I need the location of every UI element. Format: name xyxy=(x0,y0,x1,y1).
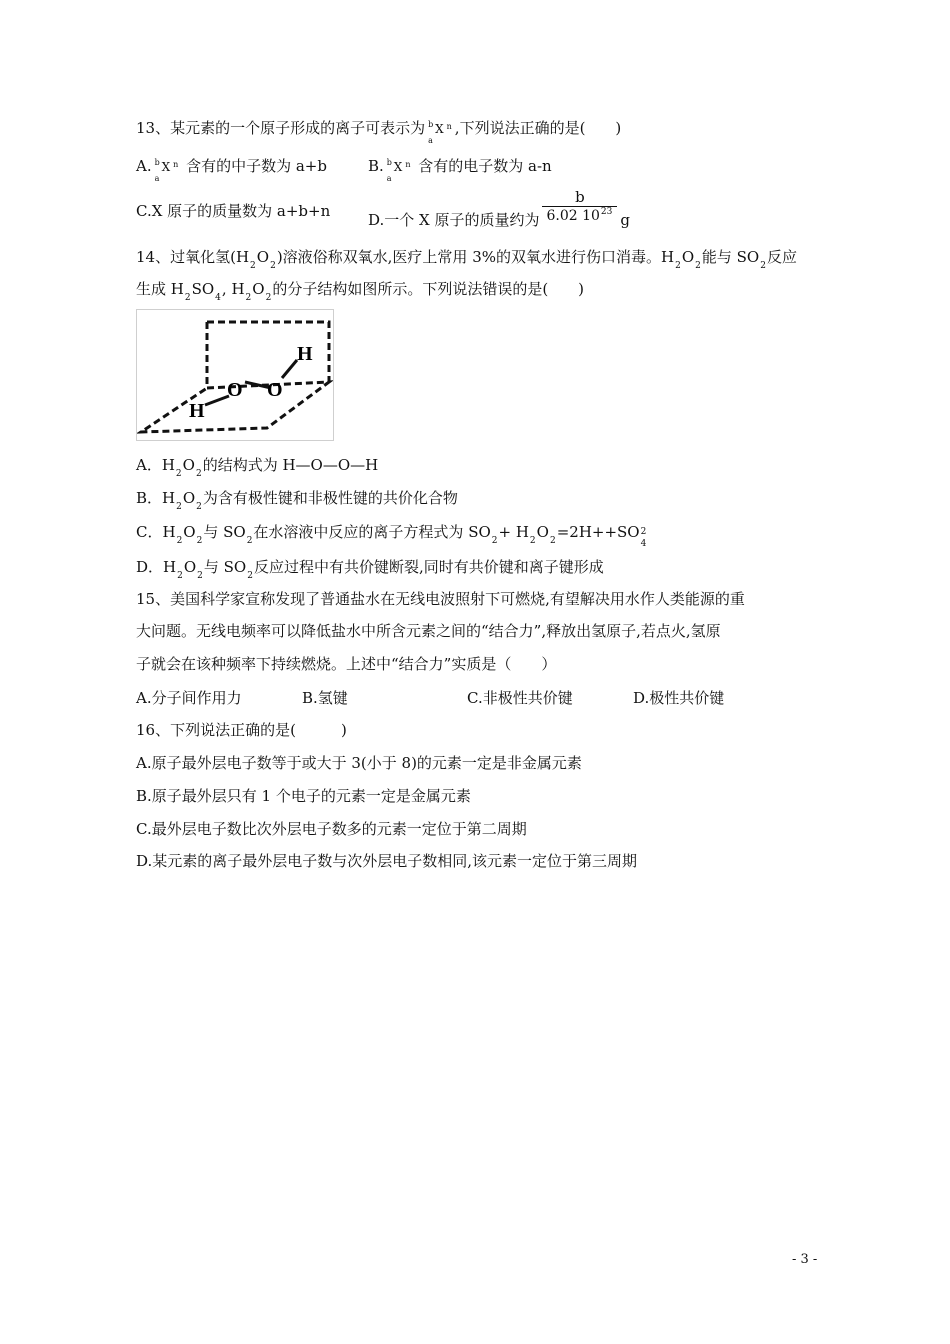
subscript: 2 xyxy=(675,261,681,271)
q14-option-c xyxy=(136,522,648,549)
q13-stem-tail: ,下列说法正确的是( ) xyxy=(454,119,622,137)
nuclide-mass: b xyxy=(386,158,392,167)
text: 14、过氧化氢(H xyxy=(136,248,250,266)
subscript: 2 xyxy=(270,261,276,271)
text: 反应 xyxy=(766,248,797,266)
text: A．H xyxy=(136,456,175,474)
text: O xyxy=(681,248,695,266)
denominator-exponent: 23 xyxy=(600,207,613,217)
q15-stem-line-1: 15、美国科学家宣称发现了普通盐水在无线电波照射下可燃烧,有望解决用水作人类能源的重 xyxy=(136,590,745,608)
option-text: D.一个 X 原子的质量约为 xyxy=(368,210,540,229)
text: O xyxy=(536,523,549,541)
q15-option-b: B.氢键 xyxy=(302,689,348,707)
q15-option-c: C.非极性共价键 xyxy=(467,689,573,707)
q15-option-a: A.分子间作用力 xyxy=(136,689,242,707)
atom-o-right: O xyxy=(267,379,283,401)
q16-option-c: C.最外层电子数比次外层电子数多的元素一定位于第二周期 xyxy=(136,820,527,838)
nuclide-symbol xyxy=(428,119,452,145)
q14-stem-line-2 xyxy=(136,279,584,302)
subscript: 2 xyxy=(529,536,536,546)
nuclide-symbol xyxy=(386,157,411,183)
nuclide-mass: b xyxy=(154,158,160,167)
nuclide-number: a xyxy=(386,174,392,183)
nuclide-element: X xyxy=(435,122,444,136)
q13-option-c: C.X 原子的质量数为 a+b+n xyxy=(136,202,331,220)
molecule-bonds xyxy=(205,360,297,405)
q14-option-b xyxy=(136,488,458,511)
text: O xyxy=(183,523,196,541)
text: O xyxy=(252,280,265,298)
q16-option-b: B.原子最外层只有 1 个电子的元素一定是金属元素 xyxy=(136,787,471,805)
atom-h-bottom: H xyxy=(189,400,205,422)
text: O xyxy=(183,558,197,576)
atom-o-left: O xyxy=(227,379,243,401)
subscript: 2 xyxy=(184,293,191,303)
text: O xyxy=(182,456,195,474)
fraction-denominator xyxy=(542,206,617,227)
subscript: 2 xyxy=(176,536,183,546)
subscript: 4 xyxy=(215,293,221,303)
q15-stem-line-2: 大问题。无线电频率可以降低盐水中所含元素之间的“结合力”,释放出氢原子,若点火,氢原 xyxy=(136,622,721,640)
text: 的结构式为 H—O—O—H xyxy=(202,456,379,474)
q13-option-d xyxy=(368,188,630,227)
nuclide-number: a xyxy=(154,174,160,183)
subscript: 2 xyxy=(250,261,256,271)
text: 在水溶液中反应的离子方程式为 SO xyxy=(253,523,491,541)
text: 与 SO xyxy=(203,558,247,576)
q13-stem xyxy=(136,118,622,145)
text: O xyxy=(182,489,196,507)
nuclide-number: a xyxy=(428,136,433,145)
subscript: 2 xyxy=(177,571,183,581)
q13-option-a xyxy=(136,156,327,183)
subscript: 4 xyxy=(640,539,647,549)
text: 反应过程中有共价键断裂,同时有共价键和离子键形成 xyxy=(253,558,604,576)
text: D．H xyxy=(136,558,177,576)
subscript: 2 xyxy=(195,469,202,479)
text: , H xyxy=(221,280,245,298)
o-h-bond-top xyxy=(282,360,297,378)
text: 生成 H xyxy=(136,280,184,298)
text: 为含有极性键和非极性键的共价化合物 xyxy=(202,489,458,507)
subscript: 2 xyxy=(491,536,498,546)
subscript: 2 xyxy=(197,571,203,581)
nuclide-element: X xyxy=(393,160,403,174)
atom-h-top: H xyxy=(297,343,313,365)
subscript: 2 xyxy=(246,536,253,546)
superscript: 2 xyxy=(640,527,647,537)
nuclide-mass: b xyxy=(428,120,434,129)
subscript: 2 xyxy=(265,293,272,303)
subscript: 2 xyxy=(196,536,203,546)
nuclide-charge: n xyxy=(405,160,411,169)
subscript: 2 xyxy=(695,261,701,271)
o-h-bond-bottom xyxy=(205,396,229,405)
mass-fraction xyxy=(542,188,617,227)
fraction-numerator: b xyxy=(575,188,585,206)
subscript: 2 xyxy=(247,571,253,581)
q14-option-d xyxy=(136,557,604,580)
text: B．H xyxy=(136,489,176,507)
q15-stem-line-3: 子就会在该种频率下持续燃烧。上述中“结合力”实质是（ ） xyxy=(136,655,557,673)
unit-label: g xyxy=(620,210,630,229)
text: SO xyxy=(191,280,215,298)
text: 能与 SO xyxy=(701,248,760,266)
q16-option-a: A.原子最外层电子数等于或大于 3(小于 8)的元素一定是非金属元素 xyxy=(136,754,582,772)
option-label: B. xyxy=(368,157,384,175)
q14-option-a xyxy=(136,455,378,478)
option-text: 含有的中子数为 a+b xyxy=(186,157,327,175)
text: 的分子结构如图所示。下列说法错误的是( ) xyxy=(272,280,585,298)
text: )溶液俗称双氧水,医疗上常用 3%的双氧水进行伤口消毒。H xyxy=(276,248,675,266)
sulfate-indices xyxy=(640,522,648,549)
subscript: 2 xyxy=(760,261,766,271)
h2o2-structure-diagram xyxy=(137,310,333,440)
subscript: 2 xyxy=(175,469,182,479)
text: =2H++SO xyxy=(556,523,640,541)
nuclide-symbol xyxy=(154,157,179,183)
h2o2-structure-figure xyxy=(136,309,334,441)
subscript: 2 xyxy=(245,293,252,303)
dihedral-planes xyxy=(141,322,329,432)
text: 与 SO xyxy=(203,523,246,541)
denominator-base: 6.02 10 xyxy=(546,208,600,224)
q14-stem-line-1 xyxy=(136,247,797,270)
nuclide-element: X xyxy=(161,160,171,174)
subscript: 2 xyxy=(549,536,556,546)
page-number: - 3 - xyxy=(792,1252,818,1267)
q16-stem: 16、下列说法正确的是( ) xyxy=(136,721,347,739)
subscript: 2 xyxy=(176,502,182,512)
nuclide-charge: n xyxy=(173,160,179,169)
nuclide-charge: n xyxy=(446,122,452,131)
q13-stem-text: 13、某元素的一个原子形成的离子可表示为 xyxy=(136,119,426,137)
option-text: 含有的电子数为 a-n xyxy=(418,157,552,175)
text: O xyxy=(256,248,270,266)
text: C．H xyxy=(136,523,176,541)
q13-option-b xyxy=(368,156,552,183)
option-label: A. xyxy=(136,157,152,175)
text: + H xyxy=(498,523,529,541)
subscript: 2 xyxy=(196,502,202,512)
q16-option-d: D.某元素的离子最外层电子数与次外层电子数相同,该元素一定位于第三周期 xyxy=(136,852,638,870)
q15-option-d: D.极性共价键 xyxy=(633,689,725,707)
